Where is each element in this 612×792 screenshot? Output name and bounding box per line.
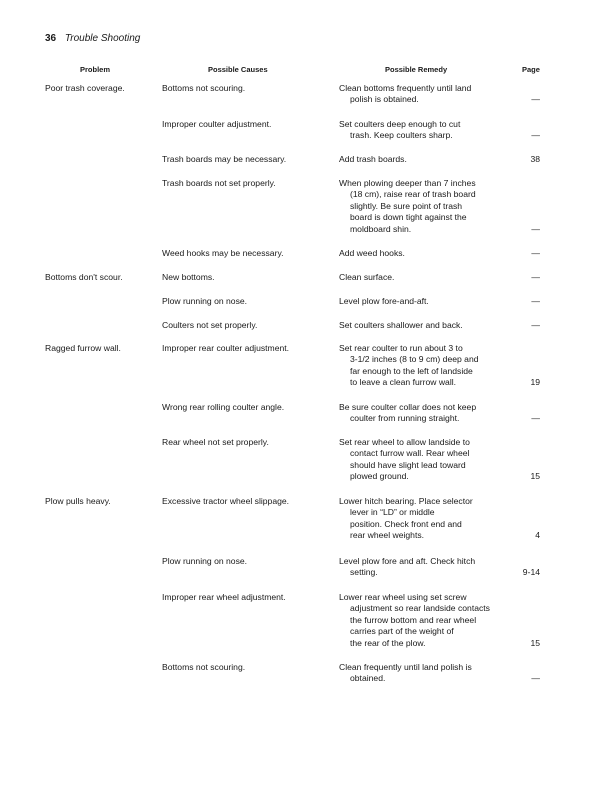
cause-cell: Bottoms not scouring. [162, 662, 246, 672]
column-header-problem: Problem [80, 65, 111, 74]
page-reference: — [531, 296, 540, 306]
remedy-line: carries part of the weight of [350, 626, 454, 637]
cause-cell: Trash boards not set properly. [162, 178, 276, 188]
remedy-line: Clean bottoms frequently until land [339, 83, 472, 93]
remedy-cell [339, 662, 472, 685]
column-header-causes: Possible Causes [208, 65, 268, 74]
page-reference: 9-14 [522, 567, 540, 578]
cause-cell: New bottoms. [162, 272, 215, 282]
cause-cell: Coulters not set properly. [162, 320, 258, 330]
column-header-remedy: Possible Remedy [385, 65, 448, 74]
problem-cell: Bottoms don't scour. [45, 272, 123, 282]
remedy-cell [339, 556, 475, 579]
remedy-line: polish is obtained. [350, 94, 419, 105]
remedy-cell [339, 296, 429, 307]
page-number: 36 [45, 33, 57, 44]
remedy-cell [339, 119, 460, 142]
remedy-line: When plowing deeper than 7 inches [339, 178, 476, 188]
page-reference: — [531, 223, 540, 234]
running-head [45, 33, 140, 44]
cause-cell: Plow running on nose. [162, 556, 248, 566]
remedy-line: Add weed hooks. [339, 248, 405, 258]
remedy-cell [339, 320, 463, 331]
page-reference: — [531, 413, 540, 424]
remedy-line: position. Check front end and [350, 518, 462, 529]
remedy-line: Add trash boards. [339, 154, 407, 164]
remedy-cell [339, 272, 394, 283]
page-reference: — [531, 673, 540, 684]
remedy-line: coulter from running straight. [350, 413, 460, 424]
cause-cell: Trash boards may be necessary. [162, 154, 287, 164]
remedy-line: adjustment so rear landside contacts [350, 603, 490, 614]
remedy-line: Lower rear wheel using set screw [339, 592, 467, 602]
page-reference: 15 [530, 471, 540, 482]
page-reference: — [531, 320, 540, 330]
remedy-line: Lower hitch bearing. Place selector [339, 496, 473, 506]
cause-cell: Wrong rear rolling coulter angle. [162, 402, 285, 412]
remedy-line: the furrow bottom and rear wheel [350, 614, 477, 625]
remedy-line: should have slight lead toward [350, 459, 466, 470]
remedy-line: 3-1/2 inches (8 to 9 cm) deep and [350, 354, 479, 365]
remedy-line: Set coulters shallower and back. [339, 320, 463, 330]
cause-cell: Plow running on nose. [162, 296, 248, 306]
remedy-line: Clean frequently until land polish is [339, 662, 472, 672]
cause-cell: Improper rear wheel adjustment. [162, 592, 286, 602]
remedy-line: Set rear wheel to allow landside to [339, 437, 470, 447]
page-reference: 19 [530, 377, 540, 388]
cause-cell: Rear wheel not set properly. [162, 437, 269, 447]
problem-cell: Poor trash coverage. [45, 83, 125, 93]
remedy-line: rear wheel weights. [350, 530, 425, 541]
page-reference: — [531, 272, 540, 282]
remedy-cell [339, 248, 405, 259]
problem-cell: Plow pulls heavy. [45, 496, 111, 506]
page-reference: — [531, 94, 540, 105]
page-reference: — [531, 248, 540, 258]
remedy-line: Be sure coulter collar does not keep [339, 402, 477, 412]
page-reference: 15 [530, 637, 540, 648]
remedy-cell [339, 83, 471, 106]
cause-cell: Excessive tractor wheel slippage. [162, 496, 290, 506]
remedy-line: (18 cm), raise rear of trash board [350, 189, 476, 200]
section-title: Trouble Shooting [64, 33, 141, 44]
remedy-cell [339, 437, 470, 483]
remedy-cell [339, 154, 407, 165]
cause-cell: Improper rear coulter adjustment. [162, 343, 290, 353]
remedy-line: slightly. Be sure point of trash [350, 200, 463, 211]
page-reference: 4 [535, 530, 540, 541]
remedy-line: obtained. [350, 673, 386, 684]
remedy-cell [339, 343, 479, 389]
cause-cell: Weed hooks may be necessary. [162, 248, 284, 258]
remedy-line: setting. [350, 567, 378, 578]
remedy-line: board is down tight against the [350, 212, 467, 223]
remedy-line: the rear of the plow. [350, 637, 426, 648]
remedy-line: plowed ground. [350, 471, 409, 482]
cause-cell: Bottoms not scouring. [162, 83, 246, 93]
remedy-cell [339, 402, 476, 425]
remedy-line: contact furrow wall. Rear wheel [350, 448, 470, 459]
column-header-page: Page [522, 65, 540, 74]
remedy-line: Level plow fore and aft. Check hitch [339, 556, 476, 566]
page-reference: 38 [530, 154, 540, 164]
remedy-line: Set rear coulter to run about 3 to [339, 343, 463, 353]
remedy-line: Clean surface. [339, 272, 395, 282]
remedy-line: to leave a clean furrow wall. [350, 377, 457, 388]
remedy-line: Set coulters deep enough to cut [339, 119, 461, 129]
page-reference: — [531, 130, 540, 141]
remedy-line: trash. Keep coulters sharp. [350, 130, 453, 141]
remedy-line: lever in “LD” or middle [350, 507, 435, 518]
remedy-line: moldboard shin. [350, 223, 412, 234]
remedy-cell [339, 178, 476, 235]
remedy-cell [339, 496, 473, 542]
remedy-line: far enough to the left of landside [350, 365, 473, 376]
remedy-line: Level plow fore-and-aft. [339, 296, 429, 306]
cause-cell: Improper coulter adjustment. [162, 119, 272, 129]
problem-cell: Ragged furrow wall. [45, 343, 121, 353]
remedy-cell [339, 592, 490, 649]
